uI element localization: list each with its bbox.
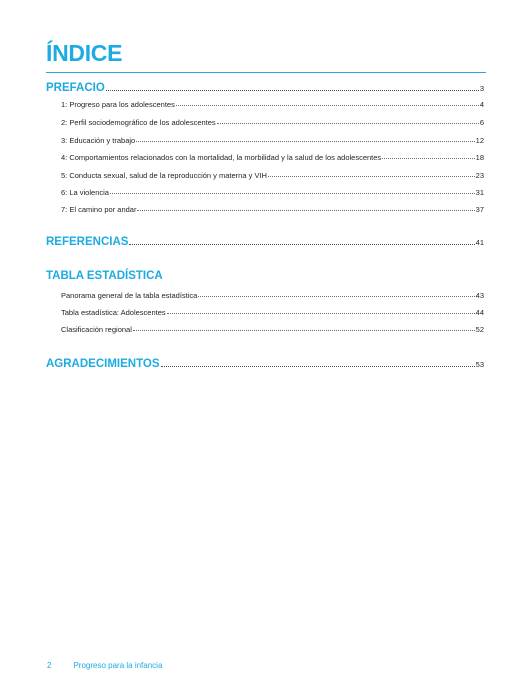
dot-leader <box>217 122 479 124</box>
toc-entry[interactable] <box>46 136 484 145</box>
page-title: ÍNDICE <box>46 40 123 66</box>
title-rule <box>46 72 486 73</box>
toc-page-number: 31 <box>475 188 484 197</box>
toc-entry-label: 2: Perfil sociodemográfico de los adolescentes <box>61 118 216 127</box>
toc-page-number: 3 <box>479 84 484 93</box>
toc-page-number: 12 <box>475 136 484 145</box>
toc-entry-label: 5: Conducta sexual, salud de la reproducción y materna y VIH <box>61 171 267 180</box>
toc-entry-label: 4: Comportamientos relacionados con la mortalidad, la morbilidad y la salud de los adolescentes <box>61 153 382 162</box>
dot-leader <box>198 295 474 297</box>
toc-entry[interactable] <box>46 291 484 300</box>
toc-entry[interactable] <box>46 118 484 127</box>
toc-section-agradecimientos[interactable] <box>46 358 484 370</box>
toc-entry-label: Clasificación regional <box>61 325 132 334</box>
toc-entry[interactable] <box>46 188 484 197</box>
footer-publication-title: Progreso para la infancia <box>73 661 163 670</box>
toc-entry-label: Tabla estadística: Adolescentes <box>61 308 166 317</box>
toc-entry[interactable] <box>46 325 484 334</box>
dot-leader <box>133 329 475 331</box>
toc-section-label: PREFACIO <box>46 82 105 94</box>
dot-leader <box>268 175 475 177</box>
toc-section-prefacio[interactable] <box>46 82 484 94</box>
toc-entry-label: 6: La violencia <box>61 188 109 197</box>
page-footer <box>47 661 162 670</box>
footer-page-number: 2 <box>47 661 52 670</box>
toc-section-label: AGRADECIMIENTOS <box>46 358 160 370</box>
toc-entry-label: 7: El camino por andar <box>61 205 137 214</box>
toc-page-number: 43 <box>475 291 484 300</box>
dot-leader <box>106 89 479 91</box>
dot-leader <box>110 192 475 194</box>
toc-page-number: 4 <box>479 100 484 109</box>
toc-page-number: 23 <box>475 171 484 180</box>
dot-leader <box>167 312 475 314</box>
toc-entry-label: Panorama general de la tabla estadística <box>61 291 198 300</box>
toc-entry[interactable] <box>46 308 484 317</box>
dot-leader <box>129 243 474 245</box>
toc-entry[interactable] <box>46 100 484 109</box>
toc-page-number: 41 <box>475 238 484 247</box>
toc-page-number: 6 <box>479 118 484 127</box>
toc-page-number: 53 <box>475 360 484 369</box>
toc-entry[interactable] <box>46 205 484 214</box>
toc-section-label: REFERENCIAS <box>46 236 129 248</box>
dot-leader <box>136 140 474 142</box>
toc-entry[interactable] <box>46 153 484 162</box>
toc-entry-label: 1: Progreso para los adolescentes <box>61 100 175 109</box>
toc-page-number: 52 <box>475 325 484 334</box>
dot-leader <box>382 157 474 159</box>
toc-entry-label: 3: Educación y trabajo <box>61 136 136 145</box>
toc-section-tabla-estadistica[interactable]: TABLA ESTADÍSTICA <box>46 270 163 282</box>
toc-page-number: 18 <box>475 153 484 162</box>
toc-page-number: 37 <box>475 205 484 214</box>
toc-section-referencias[interactable] <box>46 236 484 248</box>
toc-page-number: 44 <box>475 308 484 317</box>
dot-leader <box>176 104 479 106</box>
toc-entry[interactable] <box>46 171 484 180</box>
dot-leader <box>161 365 475 367</box>
dot-leader <box>137 209 474 211</box>
